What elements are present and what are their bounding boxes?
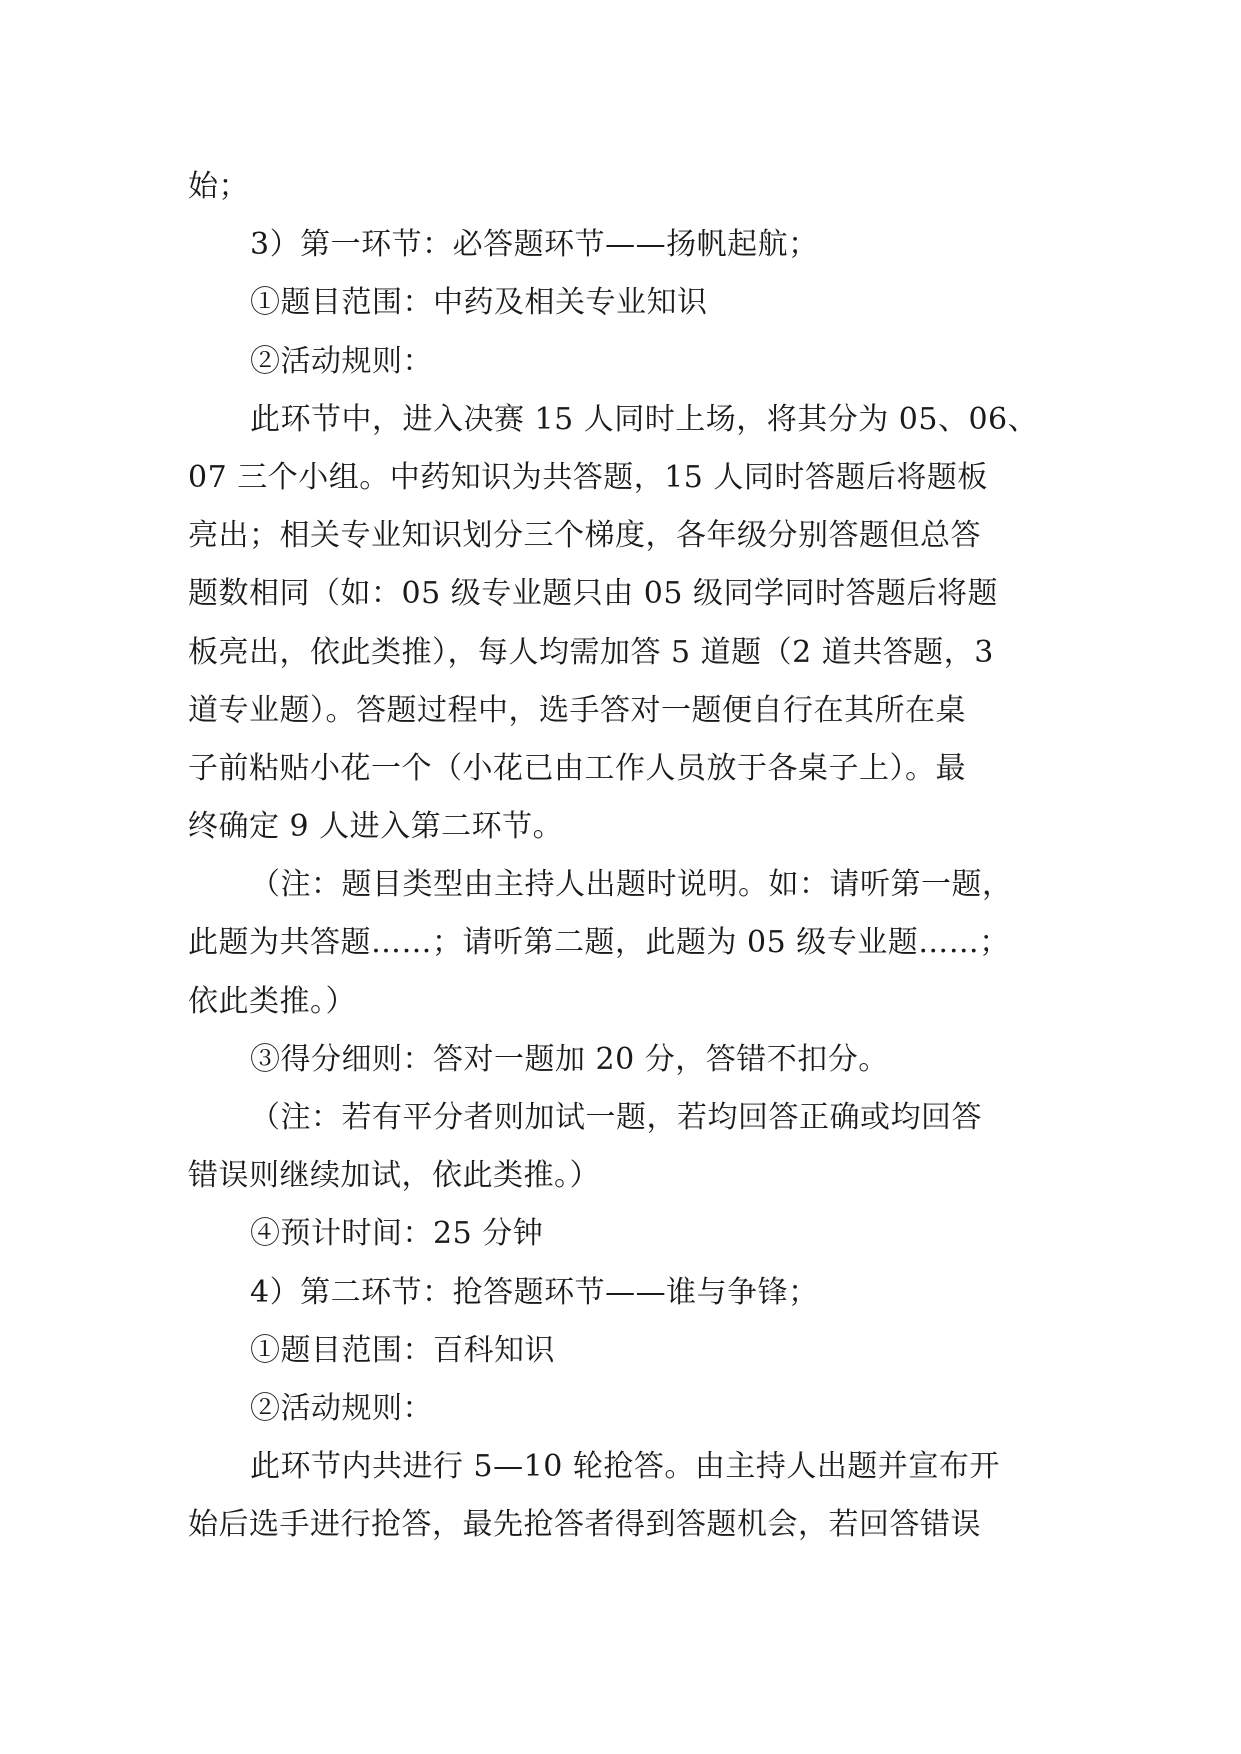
text-line: 板亮出，依此类推），每人均需加答 5 道题（2 道共答题，3 bbox=[188, 634, 994, 670]
text-line: 始； bbox=[188, 169, 249, 204]
document-body bbox=[188, 158, 1058, 1555]
text-line: ③得分细则：答对一题加 20 分，答错不扣分。 bbox=[250, 1041, 889, 1077]
text-line: 07 三个小组。中药知识为共答题，15 人同时答题后将题板 bbox=[188, 459, 988, 495]
text-line: 此环节中，进入决赛 15 人同时上场，将其分为 05、06、 bbox=[250, 401, 1039, 437]
text-line: 终确定 9 人进入第二环节。 bbox=[188, 809, 564, 845]
text-line: ②活动规则： bbox=[250, 1390, 433, 1426]
text-line: 亮出；相关专业知识划分三个梯度，各年级分别答题但总答 bbox=[188, 518, 981, 554]
text-line: 此环节内共进行 5—10 轮抢答。由主持人出题并宣布开 bbox=[250, 1449, 1000, 1485]
text-line: 3）第一环节：必答题环节——扬帆起航； bbox=[250, 227, 819, 263]
text-line: ①题目范围：百科知识 bbox=[250, 1332, 555, 1368]
text-line: 子前粘贴小花一个（小花已由工作人员放于各桌子上）。最 bbox=[188, 750, 966, 786]
text-line: ④预计时间：25 分钟 bbox=[250, 1216, 544, 1252]
text-line: 道专业题）。答题过程中，选手答对一题便自行在其所在桌 bbox=[188, 692, 966, 728]
text-line: ①题目范围：中药及相关专业知识 bbox=[250, 285, 708, 321]
text-line: 题数相同（如：05 级专业题只由 05 级同学同时答题后将题 bbox=[188, 576, 998, 612]
text-line: ②活动规则： bbox=[250, 343, 433, 379]
text-line: （注：题目类型由主持人出题时说明。如：请听第一题， bbox=[250, 867, 1013, 903]
text-line: 错误则继续加试，依此类推。） bbox=[188, 1158, 600, 1194]
text-line: 此题为共答题……；请听第二题，此题为 05 级专业题……； bbox=[188, 925, 1010, 961]
text-line: 4）第二环节：抢答题环节——谁与争锋； bbox=[250, 1274, 819, 1310]
text-line: 始后选手进行抢答，最先抢答者得到答题机会，若回答错误 bbox=[188, 1507, 981, 1543]
text-line: 依此类推。） bbox=[188, 983, 356, 1019]
text-line: （注：若有平分者则加试一题，若均回答正确或均回答 bbox=[250, 1100, 982, 1135]
